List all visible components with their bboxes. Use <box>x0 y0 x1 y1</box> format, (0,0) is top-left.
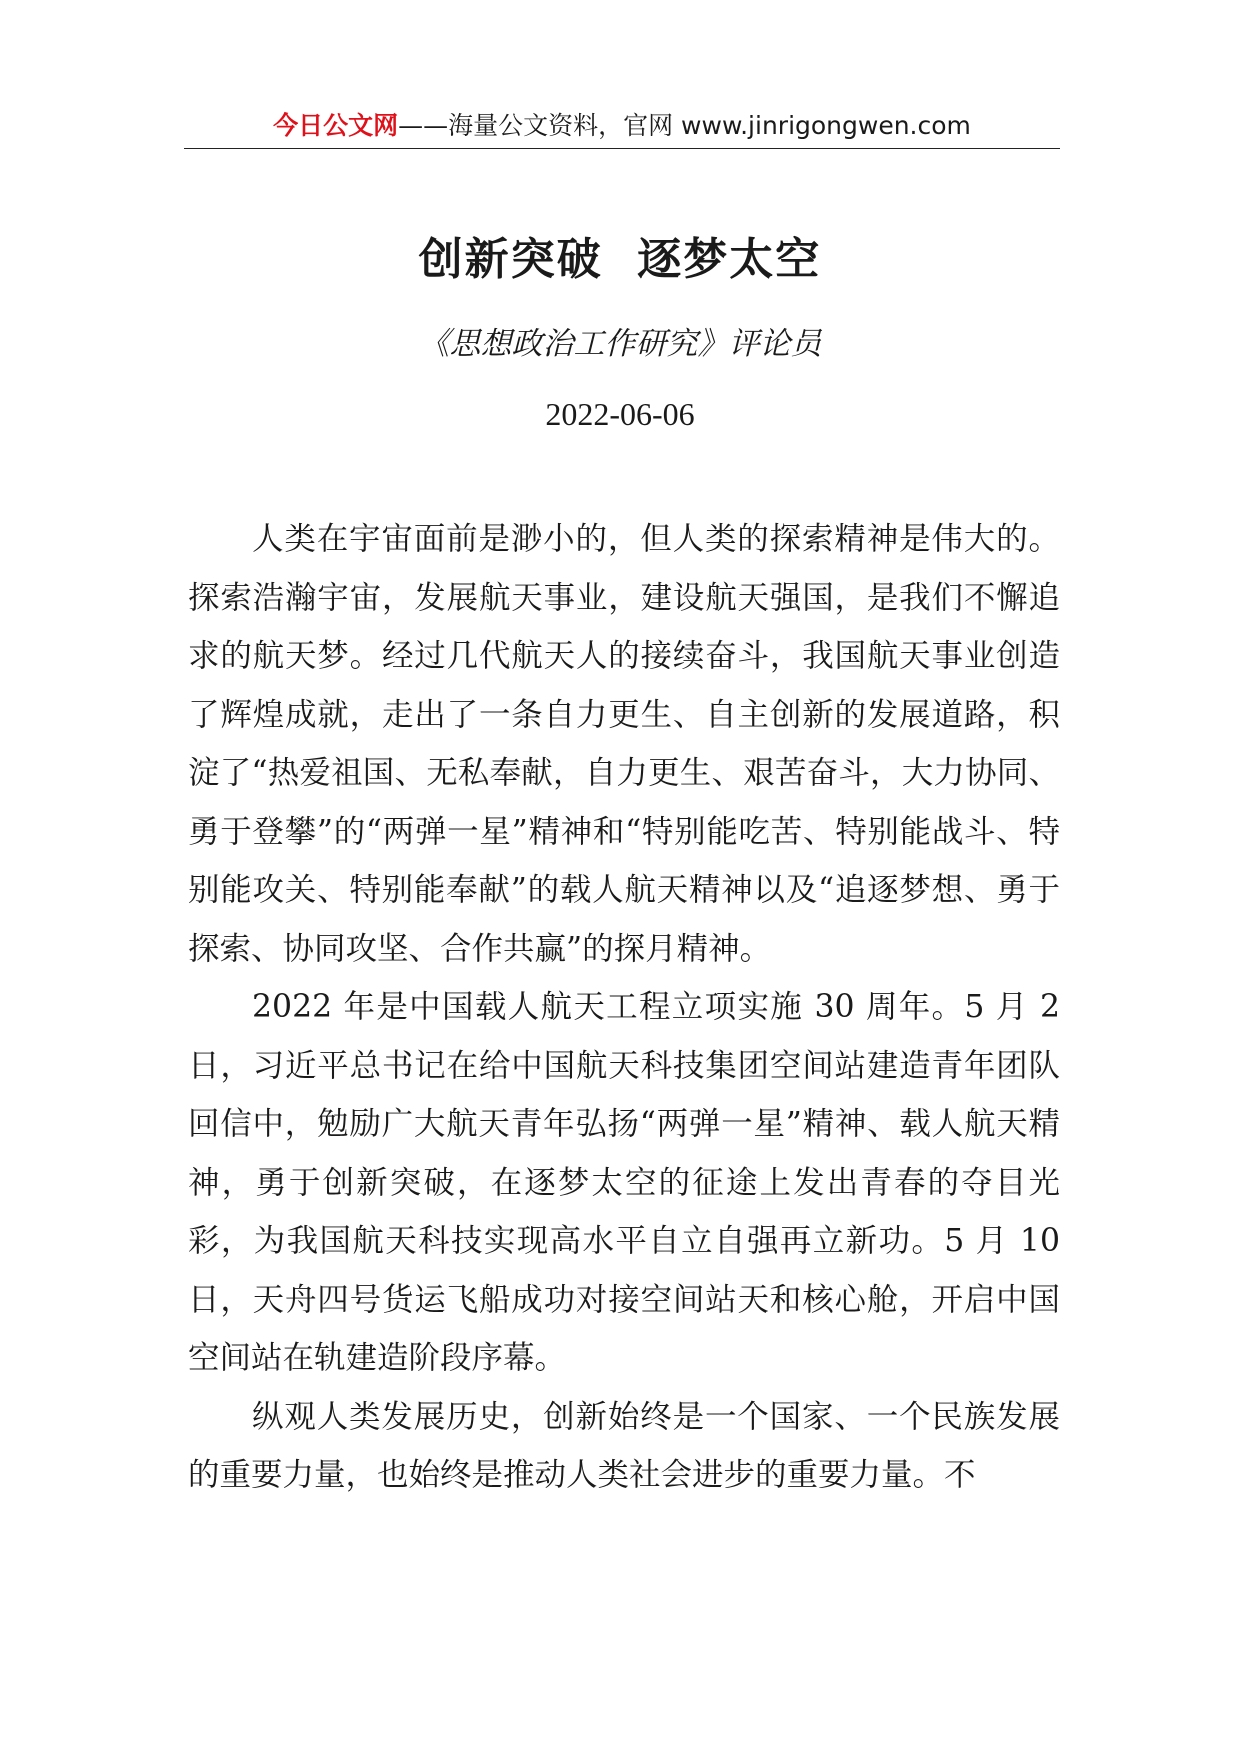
site-brand: 今日公文网 <box>273 111 399 140</box>
paragraph: 人类在宇宙面前是渺小的，但人类的探索精神是伟大的。探索浩瀚宇宙，发展航天事业，建设航天强国，是我们不懈追求的航天梦。经过几代航天人的接续奋斗，我国航天事业创造了辉煌成就，走出了一条自力更生、自主创新的发展道路，积淀了“热爱祖国、无私奉献，自力更生、艰苦奋斗，大力协同、勇于登攀”的“两弹一星”精神和“特别能吃苦、特别能战斗、特别能攻关、特别能奉献”的载人航天精神以及“追逐梦想、勇于探索、协同攻坚、合作共赢”的探月精神。 <box>188 521 1060 967</box>
document-title: 创新突破 逐梦太空 <box>418 234 822 285</box>
document-date: 2022-06-06 <box>545 396 695 432</box>
site-header <box>184 106 1060 146</box>
paragraph: 纵观人类发展历史，创新始终是一个国家、一个民族发展的重要力量，也始终是推动人类社会进步的重要力量。不 <box>188 1398 1060 1493</box>
article-body <box>188 510 1060 1505</box>
site-tagline: ——海量公文资料，官网 www.jinrigongwen.com <box>398 111 971 140</box>
paragraph: 2022 年是中国载人航天工程立项实施 30 周年。5 月 2 日，习近平总书记在给中国航天科技集团空间站建造青年团队回信中，勉励广大航天青年弘扬“两弹一星”精神、载人航天精神，勇于创新突破，在逐梦太空的征途上发出青春的夺目光彩，为我国航天科技实现高水平自立自强再立新功。5 月 10 日，天舟四号货运飞船成功对接空间站天和核心舱，开启中国空间站在轨建造阶段序幕。 <box>188 989 1060 1376</box>
document-byline: 《思想政治工作研究》评论员 <box>418 326 822 362</box>
header-divider <box>184 148 1060 149</box>
